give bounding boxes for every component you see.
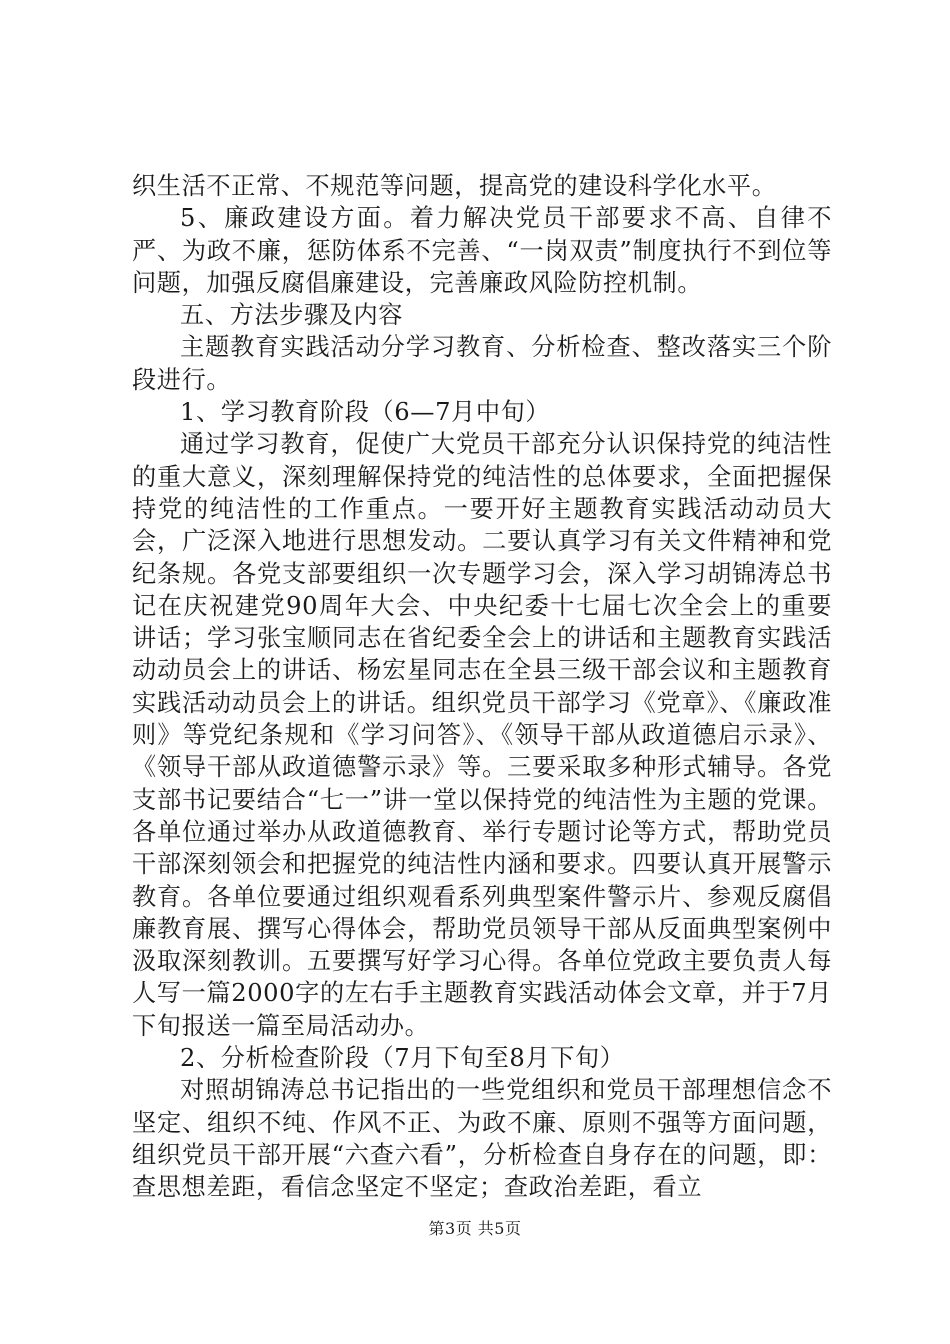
section-heading-methods: 五、方法步骤及内容 — [180, 301, 404, 330]
paragraph-study-stage: 通过学习教育，促使广大党员干部充分认识保持党的纯洁性的重大意义，深刻理解保持党的纯洁性的总体要求，全面把握保持党的纯洁性的工作重点。一要开好主题教育实践活动动员大会，广泛深入地进行思想发动。二要认真学习有关文件精神和党纪条规。各党支部要组织一次专题学习会，深入学习胡锦涛总书记在庆祝建党90周年大会、中央纪委十七届七次全会上的重要讲话；学习张宝顺同志在省纪委全会上的讲话和主题教育实践活动动员会上的讲话、杨宏星同志在全县三级干部会议和主题教育实践活动动员会上的讲话。组织党员干部学习《党章》、《廉政准则》等党纪条规和《学习问答》、《领导干部从政道德启示录》、《领导干部从政道德警示录》等。三要采取多种形式辅导。各党支部书记要结合“七一”讲一堂以保持党的纯洁性为主题的党课。各单位通过举办从政道德教育、举行专题讨论等方式，帮助党员干部深刻领会和把握党的纯洁性内涵和要求。四要认真开展警示教育。各单位要通过组织观看系列典型案件警示片、参观反腐倡廉教育展、撰写心得体会，帮助党员领导干部从反面典型案例中汲取深刻教训。五要撰写好学习心得。各单位党政主要负责人每人写一篇2000字的左右手主题教育实践活动体会文章，并于7月下旬报送一篇至局活动办。 — [132, 430, 832, 1040]
paragraph-analysis-stage: 对照胡锦涛总书记指出的一些党组织和党员干部理想信念不坚定、组织不纯、作风不正、为政不廉、原则不强等方面问题，组织党员干部开展“六查六看”，分析检查自身存在的问题，即：查思想差距，看信念坚定不坚定；查政治差距，看立 — [132, 1076, 832, 1202]
subheading-study-stage: 1、学习教育阶段（6—7月中旬） — [180, 398, 551, 427]
page-number-footer: 第3页 共5页 — [428, 1219, 522, 1238]
paragraph-integrity-building: 5、廉政建设方面。着力解决党员干部要求不高、自律不严、为政不廉，惩防体系不完善、“一岗双责”制度执行不到位等问题，加强反腐倡廉建设，完善廉政风险防控机制。 — [132, 204, 832, 297]
document-body — [132, 170, 832, 1204]
paragraph-three-stages: 主题教育实践活动分学习教育、分析检查、整改落实三个阶段进行。 — [132, 333, 832, 394]
paragraph-continuation: 织生活不正常、不规范等问题，提高党的建设科学化水平。 — [132, 172, 777, 200]
subheading-analysis-stage: 2、分析检查阶段（7月下旬至8月下旬） — [180, 1044, 625, 1073]
